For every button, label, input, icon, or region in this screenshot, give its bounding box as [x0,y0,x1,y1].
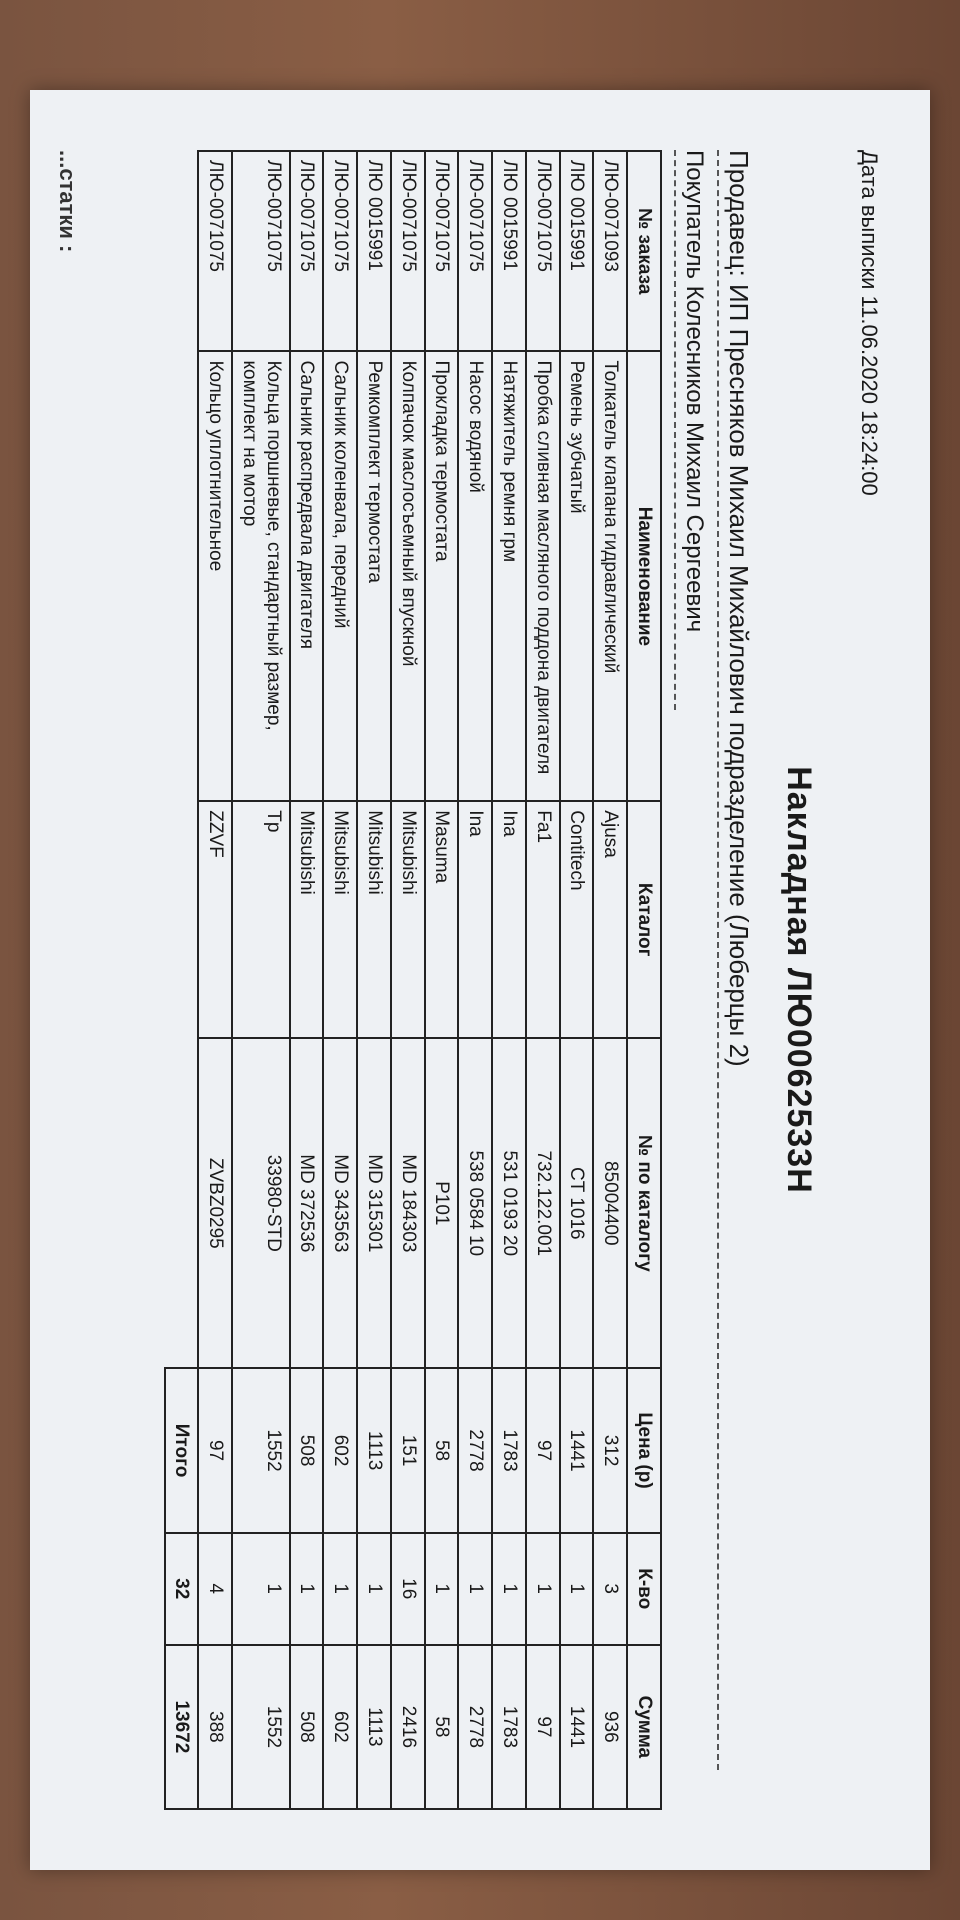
cell-name: Кольца поршневые, стандартный размер, комплект на мотор [232,351,290,801]
cell-sum: 508 [290,1645,324,1809]
cell-sum: 1783 [492,1645,526,1809]
table-row [594,151,628,1809]
total-row [165,151,199,1809]
cell-catalog-no: 538 0584 10 [459,1038,493,1368]
cell-catalog-no: 732.122.001 [526,1038,560,1368]
cell-sum: 1552 [232,1645,290,1809]
table-row [425,151,459,1809]
total-spacer [165,351,199,801]
cell-order: ЛЮ-0071075 [199,151,233,351]
table-row [357,151,391,1809]
cell-qty: 1 [526,1533,560,1645]
cell-price: 151 [391,1368,425,1532]
cell-order: ЛЮ-0071075 [425,151,459,351]
invoice-title: Накладная ЛЮ0062533Н [780,766,818,1194]
cell-price: 508 [290,1368,324,1532]
cell-catalog: Fa1 [526,801,560,1038]
cell-qty: 1 [290,1533,324,1645]
total-sum: 13672 [165,1645,199,1809]
cell-catalog-no: MD 315301 [357,1038,391,1368]
cell-price: 58 [425,1368,459,1532]
table-row [199,151,233,1809]
cell-catalog: ZZVF [199,801,233,1038]
table-row [492,151,526,1809]
cell-name: Толкатель клапана гидравлический [594,351,628,801]
table-row [459,151,493,1809]
total-label: Итого [165,1368,199,1532]
cell-sum: 1113 [357,1645,391,1809]
cell-order: ЛЮ-0071075 [391,151,425,351]
cell-qty: 1 [232,1533,290,1645]
cell-sum: 388 [199,1645,233,1809]
cell-order: ЛЮ-0071075 [459,151,493,351]
cell-sum: 1441 [560,1645,594,1809]
cell-price: 1113 [357,1368,391,1532]
footer-fragment: ...статки : [55,150,80,253]
cell-name: Ремкомплект термостата [357,351,391,801]
invoice-table [164,150,662,1810]
cell-name: Сальник коленвала, передний [324,351,358,801]
cell-order: ЛЮ-0071075 [290,151,324,351]
cell-price: 1783 [492,1368,526,1532]
invoice-sheet-wrap [30,90,930,1870]
cell-catalog-no: CT 1016 [560,1038,594,1368]
cell-order: ЛЮ 0015991 [357,151,391,351]
cell-catalog-no: 33980-STD [232,1038,290,1368]
total-spacer [165,1038,199,1368]
cell-price: 312 [594,1368,628,1532]
cell-name: Ремень зубчатый [560,351,594,801]
total-spacer [165,151,199,351]
cell-name: Насос водяной [459,351,493,801]
cell-catalog: Contitech [560,801,594,1038]
header-qty: К-во [627,1533,661,1645]
header-catalog-no: № по каталогу [627,1038,661,1368]
cell-name: Кольцо уплотнительное [199,351,233,801]
cell-qty: 1 [492,1533,526,1645]
cell-catalog: Tp [232,801,290,1038]
cell-catalog-no: MD 343563 [324,1038,358,1368]
cell-name: Пробка сливная масляного поддона двигателя [526,351,560,801]
cell-catalog-no: MD 372536 [290,1038,324,1368]
cell-catalog: Ajusa [594,801,628,1038]
cell-name: Прокладка термостата [425,351,459,801]
header-catalog: Каталог [627,801,661,1038]
table-row [526,151,560,1809]
cell-qty: 1 [324,1533,358,1645]
seller-line: Продавец: ИП Пресняков Михаил Михайлович подразделение (Люберцы 2) [717,150,754,1770]
cell-qty: 4 [199,1533,233,1645]
cell-price: 97 [199,1368,233,1532]
header-price: Цена (р) [627,1368,661,1532]
cell-catalog: Mitsubishi [324,801,358,1038]
cell-name: Колпачок маслосъемный впускной [391,351,425,801]
cell-catalog-no: 531 0193 20 [492,1038,526,1368]
table-row [560,151,594,1809]
cell-sum: 602 [324,1645,358,1809]
cell-price: 1552 [232,1368,290,1532]
buyer-line: Покупатель Колесников Михаил Сергеевич [674,150,708,710]
cell-catalog-no: MD 184303 [391,1038,425,1368]
cell-sum: 97 [526,1645,560,1809]
total-qty: 32 [165,1533,199,1645]
table-row [391,151,425,1809]
cell-qty: 1 [357,1533,391,1645]
cell-order: ЛЮ-0071075 [324,151,358,351]
cell-price: 97 [526,1368,560,1532]
issue-date: Дата выписки 11.06.2020 18:24:00 [857,150,882,496]
cell-catalog-no: 85004400 [594,1038,628,1368]
header-name: Наименование [627,351,661,801]
cell-qty: 1 [459,1533,493,1645]
cell-catalog: Ina [492,801,526,1038]
table-row [290,151,324,1809]
cell-catalog: Ina [459,801,493,1038]
cell-catalog-no: ZVBZ0295 [199,1038,233,1368]
cell-catalog-no: P101 [425,1038,459,1368]
cell-catalog: Mitsubishi [290,801,324,1038]
cell-qty: 3 [594,1533,628,1645]
cell-catalog: Mitsubishi [357,801,391,1038]
cell-qty: 1 [560,1533,594,1645]
cell-catalog: Masuma [425,801,459,1038]
cell-sum: 58 [425,1645,459,1809]
cell-sum: 936 [594,1645,628,1809]
table-row [324,151,358,1809]
cell-catalog: Mitsubishi [391,801,425,1038]
table-header-row [627,151,661,1809]
cell-sum: 2778 [459,1645,493,1809]
total-spacer [165,801,199,1038]
cell-qty: 1 [425,1533,459,1645]
cell-order: ЛЮ-0071075 [526,151,560,351]
cell-order: ЛЮ-0071075 [232,151,290,351]
header-order: № заказа [627,151,661,351]
cell-price: 1441 [560,1368,594,1532]
invoice-sheet [30,90,930,1870]
cell-order: ЛЮ 0015991 [492,151,526,351]
cell-name: Сальник распредвала двигателя [290,351,324,801]
cell-order: ЛЮ 0015991 [560,151,594,351]
cell-name: Натяжитель ремня грм [492,351,526,801]
cell-sum: 2416 [391,1645,425,1809]
cell-qty: 16 [391,1533,425,1645]
cell-price: 2778 [459,1368,493,1532]
table-row [232,151,290,1809]
cell-order: ЛЮ-0071093 [594,151,628,351]
cell-price: 602 [324,1368,358,1532]
header-sum: Сумма [627,1645,661,1809]
